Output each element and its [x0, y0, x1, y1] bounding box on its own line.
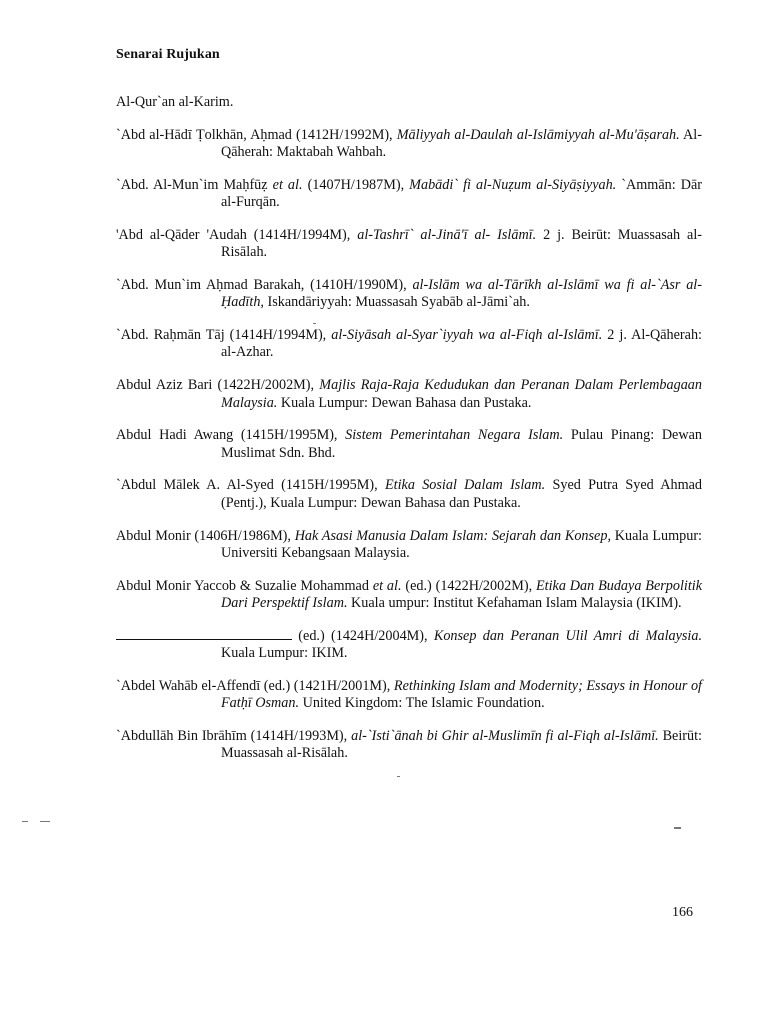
reference-entry — [116, 728, 702, 763]
reference-author: 'Abd al-Qāder 'Audah — [116, 226, 247, 243]
reference-list — [116, 94, 702, 778]
scan-mark — [674, 827, 681, 829]
reference-entry — [116, 177, 702, 212]
scan-mark — [397, 776, 400, 777]
reference-author: Abdul Aziz Bari — [116, 377, 213, 394]
reference-entry — [116, 578, 702, 613]
reference-detail: (ed.) (1421H/2001M), — [260, 677, 394, 694]
page-number: 166 — [672, 905, 693, 920]
reference-detail: Kuala Lumpur: IKIM. — [221, 645, 348, 662]
reference-detail: (1415H/1995M), — [233, 427, 346, 444]
reference-title: al-Islām wa al-Tārīkh al-Islāmī wa fi al-`Asr al-Ḥadīth, — [221, 277, 702, 311]
reference-title: al-Siyāsah al-Syar`iyyah wa al-Fiqh al-Islāmī. — [331, 327, 603, 344]
scan-mark — [22, 821, 28, 822]
scan-mark — [40, 821, 50, 822]
reference-author: `Abdel Wahāb el-Affendī — [116, 677, 261, 694]
page-heading: Senarai Rujukan — [116, 47, 220, 62]
reference-detail: Syed Putra Syed Ahmad (Pentj.), Kuala Lumpur: Dewan Bahasa dan Pustaka. — [221, 477, 703, 511]
reference-detail: (1407H/1987M), — [302, 176, 410, 193]
reference-author: `Abdul Mālek A. Al-Syed — [116, 477, 274, 494]
reference-detail: (1414H/1993M), — [246, 727, 352, 744]
reference-entry — [116, 127, 702, 162]
reference-entry — [116, 327, 702, 362]
reference-entry — [116, 528, 702, 563]
reference-detail: Iskandāriyyah: Muassasah Syabāb al-Jāmi`ah. — [263, 294, 530, 311]
reference-title: Māliyyah al-Daulah al-Islāmiyyah al-Mu'āṣarah. — [396, 126, 680, 143]
reference-entry — [116, 477, 702, 512]
reference-entry — [116, 94, 702, 111]
reference-author: Abdul Monir — [116, 527, 191, 544]
reference-author: `Abdullāh Bin Ibrāhīm — [116, 727, 247, 744]
reference-author: `Abd. Raḥmān Tāj — [116, 327, 225, 344]
reference-title: Mabādi` fi al-Nuẓum al-Siyāṣiyyah. — [409, 176, 617, 193]
reference-title: Hak Asasi Manusia Dalam Islam: Sejarah dan Konsep, — [294, 527, 611, 544]
reference-detail: Al-Qāherah: Maktabah Wahbah. — [221, 126, 702, 161]
reference-detail: Beirūt: Muassasah al-Risālah. — [221, 727, 702, 762]
reference-text: Al-Qur`an al-Karim. — [116, 94, 234, 110]
reference-detail: (1414H/1994M), — [224, 327, 332, 344]
reference-entry — [116, 427, 702, 462]
reference-detail: (ed.) (1424H/2004M), — [292, 627, 434, 644]
reference-author: `Abd al-Hādī Ṭolkhān, Aḥmad — [116, 126, 292, 143]
reference-entry — [116, 678, 702, 713]
reference-detail: (1414H/1994M), — [246, 226, 358, 243]
reference-title: al-Tashrī` al-Jinā'ī al- Islāmī. — [357, 226, 537, 243]
reference-detail: Pulau Pinang: Dewan Muslimat Sdn. Bhd. — [221, 427, 702, 461]
reference-title: Majlis Raja-Raja Kedudukan dan Peranan Dalam Perlembagaan Malaysia. — [221, 377, 702, 411]
reference-title: Sistem Pemerintahan Negara Islam. — [345, 427, 564, 444]
reference-detail: (1422H/2002M), — [212, 377, 320, 394]
reference-detail: `Ammān: Dār al-Furqān. — [221, 176, 702, 211]
reference-entry — [116, 377, 702, 412]
scan-mark — [313, 323, 316, 324]
reference-detail: Kuala umpur: Institut Kefahaman Islam Malaysia (IKIM). — [347, 594, 682, 611]
reference-detail: Kuala Lumpur: Dewan Bahasa dan Pustaka. — [277, 394, 532, 411]
reference-detail: (1415H/1995M), — [273, 477, 385, 494]
reference-author: Abdul Monir Yaccob & Suzalie Mohammad — [116, 577, 369, 594]
reference-detail: , (1410H/1990M), — [300, 277, 413, 294]
reference-detail: (ed.) (1422H/2002M), — [401, 577, 536, 594]
reference-author: `Abd. Mun`im Aḥmad Barakah — [116, 277, 301, 294]
author-repeat-line — [116, 638, 292, 640]
reference-author: `Abd. Al-Mun`im Maḥfūẓ — [116, 176, 268, 193]
reference-title: Etika Dan Budaya Berpolitik Dari Perspektif Islam. — [221, 577, 703, 611]
reference-author: Abdul Hadi Awang — [116, 427, 234, 444]
reference-title: Rethinking Islam and Modernity; Essays in Honour of Fatḥī Osman. — [221, 677, 702, 712]
reference-detail: 2 j. Beirūt: Muassasah al-Risālah. — [221, 226, 702, 261]
reference-title: et al. — [372, 577, 402, 594]
reference-detail: 2 j. Al-Qāherah: al-Azhar. — [221, 327, 702, 361]
reference-detail: (1406H/1986M), — [190, 527, 295, 544]
reference-title: al-`Isti`ānah bi Ghir al-Muslimīn fi al-Fiqh al-Islāmī. — [351, 727, 659, 744]
reference-title: et al. — [272, 176, 303, 193]
reference-title: Konsep dan Peranan Ulil Amri di Malaysia. — [433, 627, 703, 644]
reference-entry — [116, 227, 702, 262]
reference-entry — [116, 628, 702, 663]
reference-detail: (1412H/1992M), — [291, 126, 397, 143]
reference-detail: Kuala Lumpur: Universiti Kebangsaan Malaysia. — [221, 527, 702, 561]
reference-entry — [116, 277, 702, 312]
reference-title: Etika Sosial Dalam Islam. — [384, 477, 546, 494]
reference-detail: United Kingdom: The Islamic Foundation. — [299, 695, 545, 712]
